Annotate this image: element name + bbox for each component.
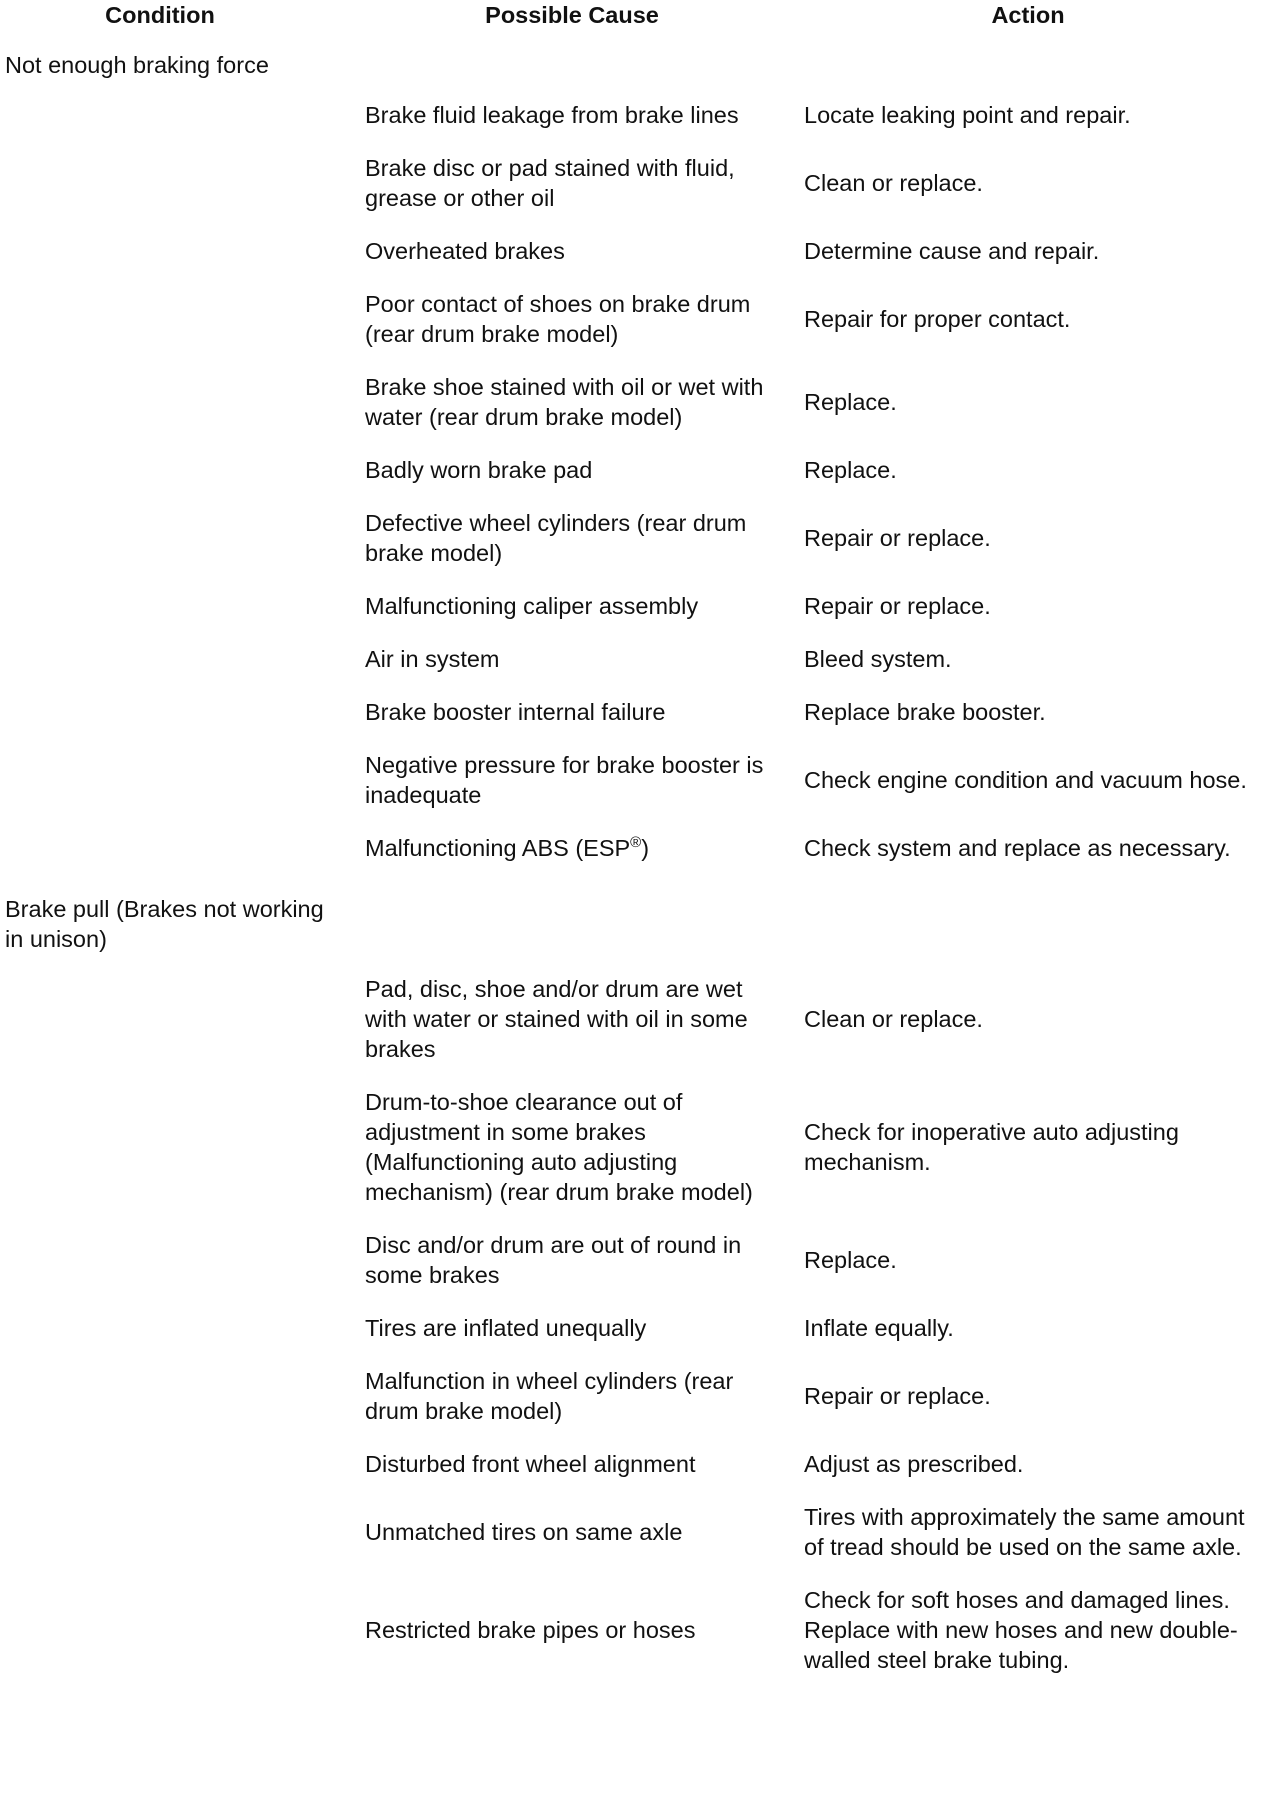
table-row (0, 1218, 1264, 1301)
table-row (0, 1354, 1264, 1437)
cause-cell: Restricted brake pipes or hoses (365, 1617, 696, 1643)
cause-cell: Malfunctioning ABS (ESP®) (365, 834, 650, 861)
condition-cell: Brake pull (Brakes not working in unison) (5, 896, 324, 952)
cause-cell: Disc and/or drum are out of round in some brakes (365, 1232, 742, 1288)
cause-cell: Pad, disc, shoe and/or drum are wet with water or stained with oil in some brakes (365, 976, 748, 1062)
action-cell: Locate leaking point and repair. (804, 102, 1131, 128)
action-cell: Clean or replace. (804, 1006, 983, 1032)
cause-cell: Unmatched tires on same axle (365, 1519, 683, 1545)
action-cell: Check for inoperative auto adjusting mechanism. (804, 1119, 1179, 1175)
cause-cell: Overheated brakes (365, 238, 565, 264)
action-cell: Replace. (804, 1247, 897, 1273)
action-cell: Check for soft hoses and damaged lines. Replace with new hoses and new double-walled steel brake tubing. (804, 1587, 1238, 1673)
table-body (0, 30, 1264, 1686)
table-row (0, 496, 1264, 579)
condition-row (0, 874, 1264, 962)
table-row (0, 1301, 1264, 1354)
table-row (0, 360, 1264, 443)
action-cell: Repair for proper contact. (804, 306, 1071, 332)
table-row (0, 141, 1264, 224)
condition-row (0, 30, 1264, 88)
cause-cell: Drum-to-shoe clearance out of adjustment in some brakes (Malfunctioning auto adjusting mechanism) (rear drum brake model) (365, 1089, 753, 1205)
cause-cell: Negative pressure for brake booster is inadequate (365, 752, 764, 808)
condition-cell: Not enough braking force (5, 52, 269, 78)
cause-cell: Malfunction in wheel cylinders (rear drum brake model) (365, 1368, 734, 1424)
table-row (0, 1437, 1264, 1490)
action-cell: Inflate equally. (804, 1315, 954, 1341)
action-cell: Replace. (804, 389, 897, 415)
header-cause: Possible Cause (485, 2, 659, 28)
table-row (0, 579, 1264, 632)
action-cell: Repair or replace. (804, 593, 991, 619)
table-row (0, 224, 1264, 277)
table-row (0, 738, 1264, 821)
action-cell: Replace brake booster. (804, 699, 1046, 725)
cause-cell: Brake shoe stained with oil or wet with water (rear drum brake model) (365, 374, 764, 430)
cause-cell: Malfunctioning caliper assembly (365, 593, 699, 619)
table-row (0, 1573, 1264, 1686)
table-row (0, 821, 1264, 874)
action-cell: Clean or replace. (804, 170, 983, 196)
cause-cell: Air in system (365, 646, 500, 672)
action-cell: Repair or replace. (804, 1383, 991, 1409)
cause-cell: Badly worn brake pad (365, 457, 593, 483)
cause-cell: Brake fluid leakage from brake lines (365, 102, 739, 128)
table-row (0, 685, 1264, 738)
cause-cell: Brake booster internal failure (365, 699, 666, 725)
header-condition: Condition (105, 2, 215, 28)
action-cell: Tires with approximately the same amount of tread should be used on the same axle. (804, 1504, 1245, 1560)
cause-cell: Tires are inflated unequally (365, 1315, 647, 1341)
table-row (0, 88, 1264, 141)
header-action: Action (991, 2, 1065, 28)
action-cell: Repair or replace. (804, 525, 991, 551)
cause-cell: Defective wheel cylinders (rear drum brake model) (365, 510, 747, 566)
table-row (0, 1075, 1264, 1218)
cause-cell: Brake disc or pad stained with fluid, grease or other oil (365, 155, 735, 211)
table-row (0, 443, 1264, 496)
cause-cell: Poor contact of shoes on brake drum (rear drum brake model) (365, 291, 751, 347)
table-row (0, 632, 1264, 685)
action-cell: Bleed system. (804, 646, 952, 672)
registered-mark: ® (630, 834, 642, 851)
action-cell: Check engine condition and vacuum hose. (804, 767, 1247, 793)
header-row (0, 0, 1264, 30)
action-cell: Check system and replace as necessary. (804, 835, 1231, 861)
action-cell: Replace. (804, 457, 897, 483)
action-cell: Determine cause and repair. (804, 238, 1100, 264)
table-row (0, 1490, 1264, 1573)
cause-cell: Disturbed front wheel alignment (365, 1451, 696, 1477)
action-cell: Adjust as prescribed. (804, 1451, 1024, 1477)
table-row (0, 277, 1264, 360)
table-row (0, 962, 1264, 1075)
